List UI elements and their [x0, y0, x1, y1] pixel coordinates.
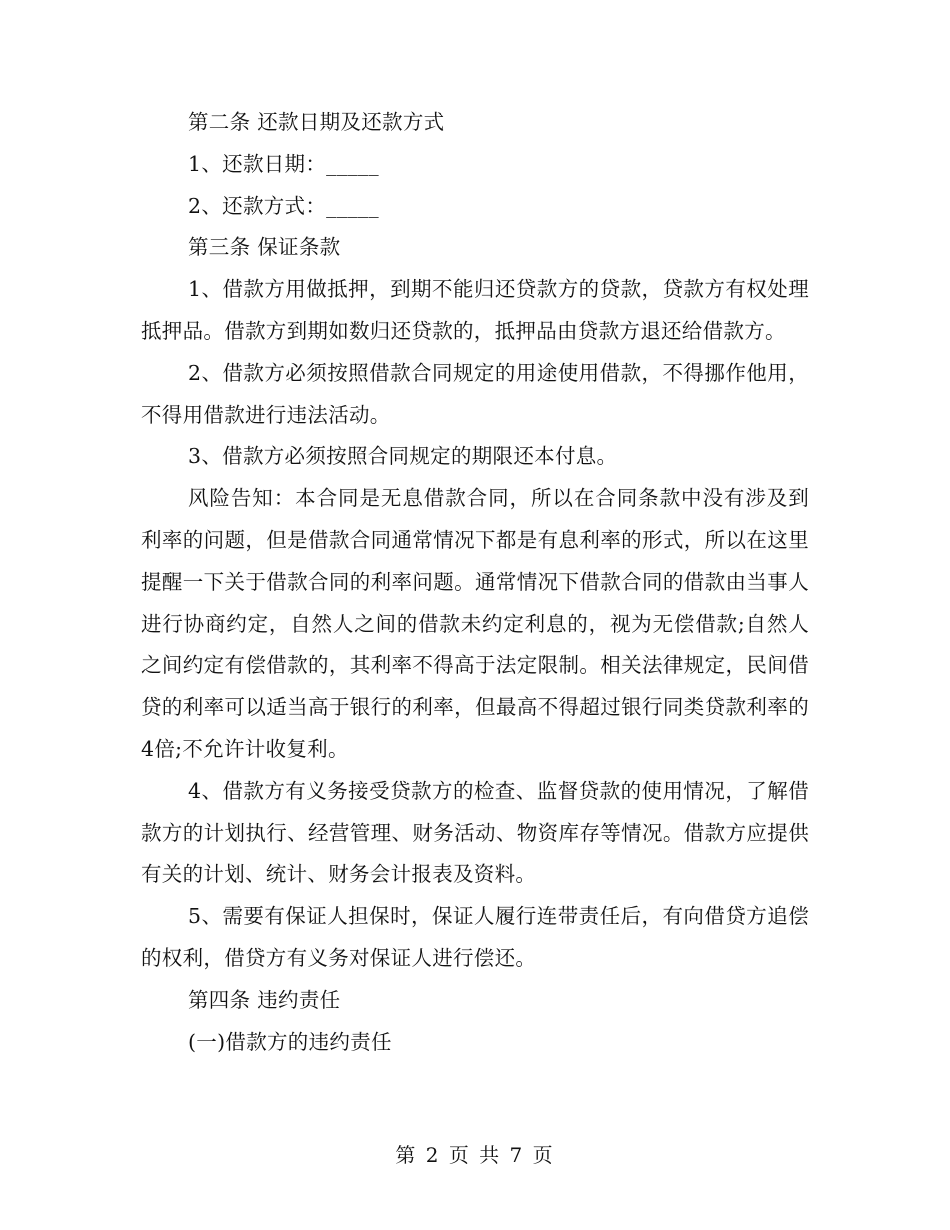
guarantee-clause-4: 4、借款方有义务接受贷款方的检查、监督贷款的使用情况，了解借款方的计划执行、经营管理、财务活动、物资库存等情况。借款方应提供有关的计划、统计、财务会计报表及资料。 [141, 778, 809, 887]
page-number-footer: 第 2 页 共 7 页 [395, 1143, 555, 1167]
document-body [141, 102, 809, 1063]
repayment-date-line: 1、还款日期：_____ [188, 151, 379, 176]
guarantee-clause-3: 3、借款方必须按照合同规定的期限还本付息。 [188, 444, 618, 469]
article-2-heading: 第二条 还款日期及还款方式 [188, 110, 445, 134]
risk-notice-paragraph: 风险告知：本合同是无息借款合同，所以在合同条款中没有涉及到利率的问题，但是借款合同通常情况下都是有息利率的形式，所以在这里提醒一下关于借款合同的利率问题。通常情况下借款合同的借款由当事人进行协商约定，自然人之间的借款未约定利息的，视为无偿借款;自然人之间约定有偿借款的，其利率不得高于法定限制。相关法律规定，民间借贷的利率可以适当高于银行的利率，但最高不得超过银行同类贷款利率的4倍;不允许计收复利。 [141, 486, 809, 761]
article-4-heading: 第四条 违约责任 [188, 987, 341, 1012]
article-3-heading: 第三条 保证条款 [188, 235, 341, 260]
guarantee-clause-2: 2、借款方必须按照借款合同规定的用途使用借款，不得挪作他用，不得用借款进行违法活动。 [141, 360, 809, 427]
guarantee-clause-5: 5、需要有保证人担保时，保证人履行连带责任后，有向借贷方追偿的权利，借贷方有义务对保证人进行偿还。 [141, 904, 809, 970]
borrower-breach-subheading: (一)借款方的违约责任 [188, 1029, 392, 1054]
guarantee-clause-1: 1、借款方用做抵押，到期不能归还贷款方的贷款，贷款方有权处理抵押品。借款方到期如数归还贷款的，抵押品由贷款方退还给借款方。 [141, 277, 809, 343]
repayment-method-line: 2、还款方式：_____ [188, 193, 379, 218]
